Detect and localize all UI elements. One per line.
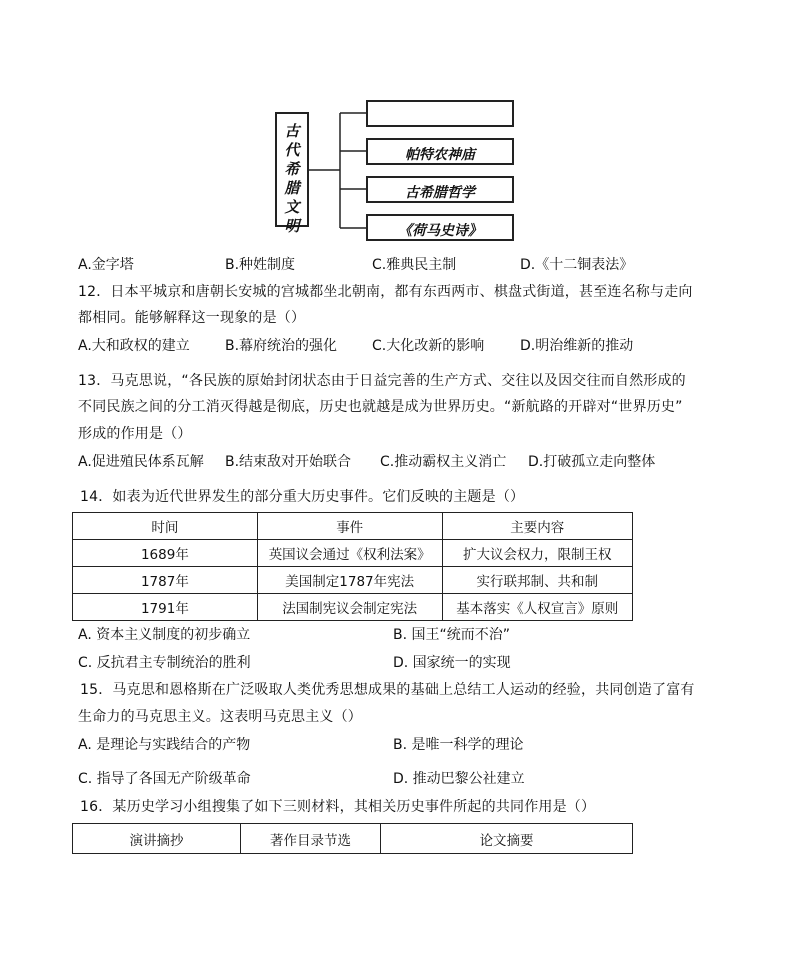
diagram-box-blank [367, 101, 513, 126]
table-cell: 1787年 [73, 567, 258, 594]
q14-table [72, 512, 633, 621]
q11-option-d[interactable]: D.《十二铜表法》 [520, 257, 634, 273]
q12-option-a[interactable]: A.大和政权的建立 [78, 338, 190, 354]
q12-option-d[interactable]: D.明治维新的推动 [520, 338, 634, 354]
q14-stem: 14．如表为近代世界发生的部分重大历史事件。它们反映的主题是（） [80, 489, 525, 505]
table-row [73, 594, 633, 621]
q14-option-d[interactable]: D. 国家统一的实现 [393, 655, 511, 671]
table-cell: 美国制定1787年宪法 [257, 567, 442, 594]
q15-option-c[interactable]: C. 指导了各国无产阶级革命 [78, 771, 251, 787]
table-cell: 1689年 [73, 540, 258, 567]
table-row [73, 567, 633, 594]
table-header-row [73, 513, 633, 540]
q13-stem-line1: 13．马克思说，“各民族的原始封闭状态由于日益完善的生产方式、交往以及因交往而自然形成的 [78, 373, 686, 389]
q11-option-a[interactable]: A.金字塔 [78, 257, 134, 273]
q12-stem-line2: 都相同。能够解释这一现象的是（） [78, 310, 306, 326]
table-cell: 基本落实《人权宣言》原则 [442, 594, 632, 621]
q15-option-a[interactable]: A. 是理论与实践结合的产物 [78, 737, 251, 753]
q13-option-b[interactable]: B.结束敌对开始联合 [225, 454, 352, 470]
table-cell: 法国制宪议会制定宪法 [257, 594, 442, 621]
q15-option-b[interactable]: B. 是唯一科学的理论 [393, 737, 524, 753]
q14-option-a[interactable]: A. 资本主义制度的初步确立 [78, 627, 251, 643]
table-header-cell: 主要内容 [442, 513, 632, 540]
table-cell: 英国议会通过《权利法案》 [257, 540, 442, 567]
table-header-cell: 时间 [73, 513, 258, 540]
diagram-box-label: 古希腊哲学 [405, 185, 475, 201]
q15-option-d[interactable]: D. 推动巴黎公社建立 [393, 771, 525, 787]
q13-option-a[interactable]: A.促进殖民体系瓦解 [78, 454, 204, 470]
q13-option-c[interactable]: C.推动霸权主义消亡 [380, 454, 507, 470]
table-header-cell: 论文摘要 [381, 824, 633, 854]
table-cell: 1791年 [73, 594, 258, 621]
table-header-cell: 事件 [257, 513, 442, 540]
q16-table [72, 823, 633, 854]
q15-stem-line1: 15．马克思和恩格斯在广泛吸取人类优秀思想成果的基础上总结工人运动的经验，共同创造了富有 [80, 682, 695, 698]
q14-option-b[interactable]: B. 国王“统而不治” [393, 627, 511, 643]
table-cell: 实行联邦制、共和制 [442, 567, 632, 594]
table-row [73, 540, 633, 567]
table-header-row [73, 824, 633, 854]
diagram-box-label: 帕特农神庙 [405, 147, 475, 163]
table-header-cell: 著作目录节选 [241, 824, 381, 854]
q13-option-d[interactable]: D.打破孤立走向整体 [528, 454, 656, 470]
q16-stem: 16．某历史学习小组搜集了如下三则材料，其相关历史事件所起的共同作用是（） [80, 799, 596, 815]
diagram-box-label: 《荷马史诗》 [398, 223, 482, 239]
q13-stem-line2: 不同民族之间的分工消灭得越是彻底，历史也就越是成为世界历史。“新航路的开辟对“世界历史” [78, 399, 683, 415]
q13-stem-line3: 形成的作用是（） [78, 426, 192, 442]
table-cell: 扩大议会权力，限制王权 [442, 540, 632, 567]
q11-option-c[interactable]: C.雅典民主制 [372, 257, 457, 273]
q14-option-c[interactable]: C. 反抗君主专制统治的胜利 [78, 655, 251, 671]
q12-option-b[interactable]: B.幕府统治的强化 [225, 338, 338, 354]
q12-stem-line1: 12．日本平城京和唐朝长安城的宫城都坐北朝南，都有东西两市、棋盘式街道，甚至连名称与走向 [78, 284, 693, 300]
table-header-cell: 演讲摘抄 [73, 824, 241, 854]
q11-option-b[interactable]: B.种姓制度 [225, 257, 296, 273]
diagram-vertical-label: 古代希腊文明 [284, 122, 300, 235]
q15-stem-line2: 生命力的马克思主义。这表明马克思主义（） [78, 709, 362, 725]
q12-option-c[interactable]: C.大化改新的影响 [372, 338, 485, 354]
